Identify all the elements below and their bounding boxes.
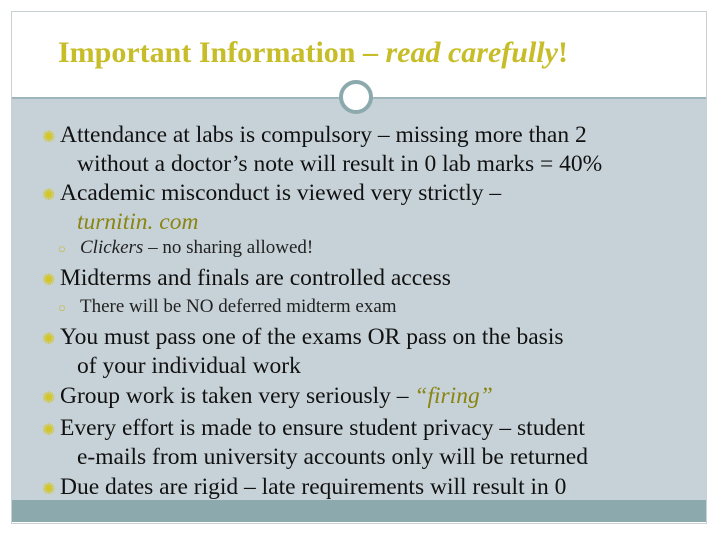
orb-bullet-icon: ✺ — [42, 390, 56, 407]
divider-circle-icon — [339, 80, 373, 114]
bullet-midterms: ✺ Midterms and finals are controlled access — [60, 265, 700, 294]
bullet-group-work: ✺ Group work is taken very seriously – “firing” — [60, 383, 700, 412]
orb-bullet-icon: ✺ — [42, 422, 56, 439]
bullet-due-dates: ✺ Due dates are rigid – late requirements will result in 0 — [60, 474, 700, 503]
orb-bullet-icon: ✺ — [42, 481, 56, 498]
orb-bullet-icon: ✺ — [42, 187, 56, 204]
bullet-privacy: ✺ Every effort is made to ensure student privacy – student e-mails from university accounts only will be returned — [42, 415, 588, 470]
ring-bullet-icon: ○ — [58, 241, 66, 256]
bullet-exams: ✺ You must pass one of the exams OR pass on the basis of your individual work — [42, 324, 564, 379]
slide-title: Important Information – read carefully! — [58, 36, 568, 69]
sub-bullet-clickers: ○ Clickers – no sharing allowed! — [58, 237, 314, 258]
footer-bar — [12, 500, 706, 522]
sub-bullet-deferred: ○ There will be NO deferred midterm exam — [58, 296, 397, 317]
ring-bullet-icon: ○ — [58, 300, 66, 315]
orb-bullet-icon: ✺ — [42, 331, 56, 348]
orb-bullet-icon: ✺ — [42, 272, 56, 289]
orb-bullet-icon: ✺ — [42, 129, 56, 146]
bullet-misconduct: ✺ Academic misconduct is viewed very strictly – turnitin. com — [42, 180, 502, 235]
bullet-attendance: ✺ Attendance at labs is compulsory – missing more than 2 without a doctor’s note will result in 0 lab marks = 40% — [42, 122, 603, 177]
